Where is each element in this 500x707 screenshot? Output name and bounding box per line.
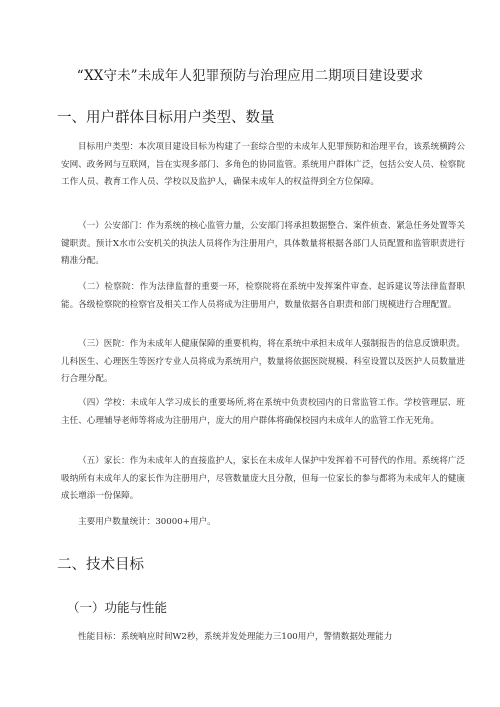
- item-parents-paragraph: （五）家长：作为未成年人的直接监护人，家长在未成年人保护中发挥着不可替代的作用。系统将广泛吸纳所有未成年人的家长作为注册用户，尽管数量庞大且分散，但每一位家长的参与都将为未成年人的健康成长增添一份保障。: [61, 456, 465, 502]
- section2-heading: 二、技术目标: [57, 557, 144, 573]
- function-performance-heading: （一）功能与性能: [67, 600, 168, 615]
- user-count-stat: 主要用户数量统计：30000+用户。: [78, 517, 216, 527]
- item-hospital-paragraph: （三）医院：作为未成年人健康保障的重要机构，将在系统中承担未成年人强制报告的信息反馈职责。儿科医生、心理医生等医疗专业人员将成为系统用户，数量将依据医院规模、科室设置以及医护人员数量进行合理分配。: [61, 339, 465, 385]
- item-school-paragraph: （四）学校：未成年人学习成长的重要场所,将在系统中负责校园内的日常监管工作。学校管理层、班主任、心理辅导老师等将成为注册用户，庞大的用户群体将确保校园内未成年人的监管工作无死角。: [61, 398, 465, 426]
- section1-heading: 一、用户群体目标用户类型、数量: [57, 110, 275, 126]
- item-procuratorate-paragraph: （二）检察院：作为法律监督的重要一环，检察院将在系统中发挥案件审查、起诉建议等法律监督职能。各级检察院的检察官及相关工作人员将成为注册用户，数量依据各自职责和部门规模进行合理配置。: [61, 282, 465, 310]
- performance-target-text: 性能目标：系统响应时间W2秒，系统并发处理能力三100用户，警情数据处理能力: [78, 632, 393, 642]
- section1-intro-paragraph: 目标用户类型：本次项目建设目标为构建了一套综合型的未成年人犯罪预防和治理平台，该系统横跨公安网、政务网与互联网，旨在实现多部门、多角色的协同监管。系统用户群体广泛，包括公安人员、检察院工作人员、教育工作人员、学校以及监护人，确保未成年人的权益得到全方位保障。: [61, 142, 465, 188]
- document-title: “XX守未”未成年人犯罪预防与治理应用二期项目建设要求: [76, 68, 424, 84]
- item-public-security-paragraph: （一）公安部门：作为系统的核心监管力量，公安部门将承担数据整合、案件侦查、紧急任务处置等关键职责。预计X水市公安机关的执法人员将作为注册用户，具体数量将根据各部门人员配置和监管职责进行精准分配。: [61, 221, 465, 267]
